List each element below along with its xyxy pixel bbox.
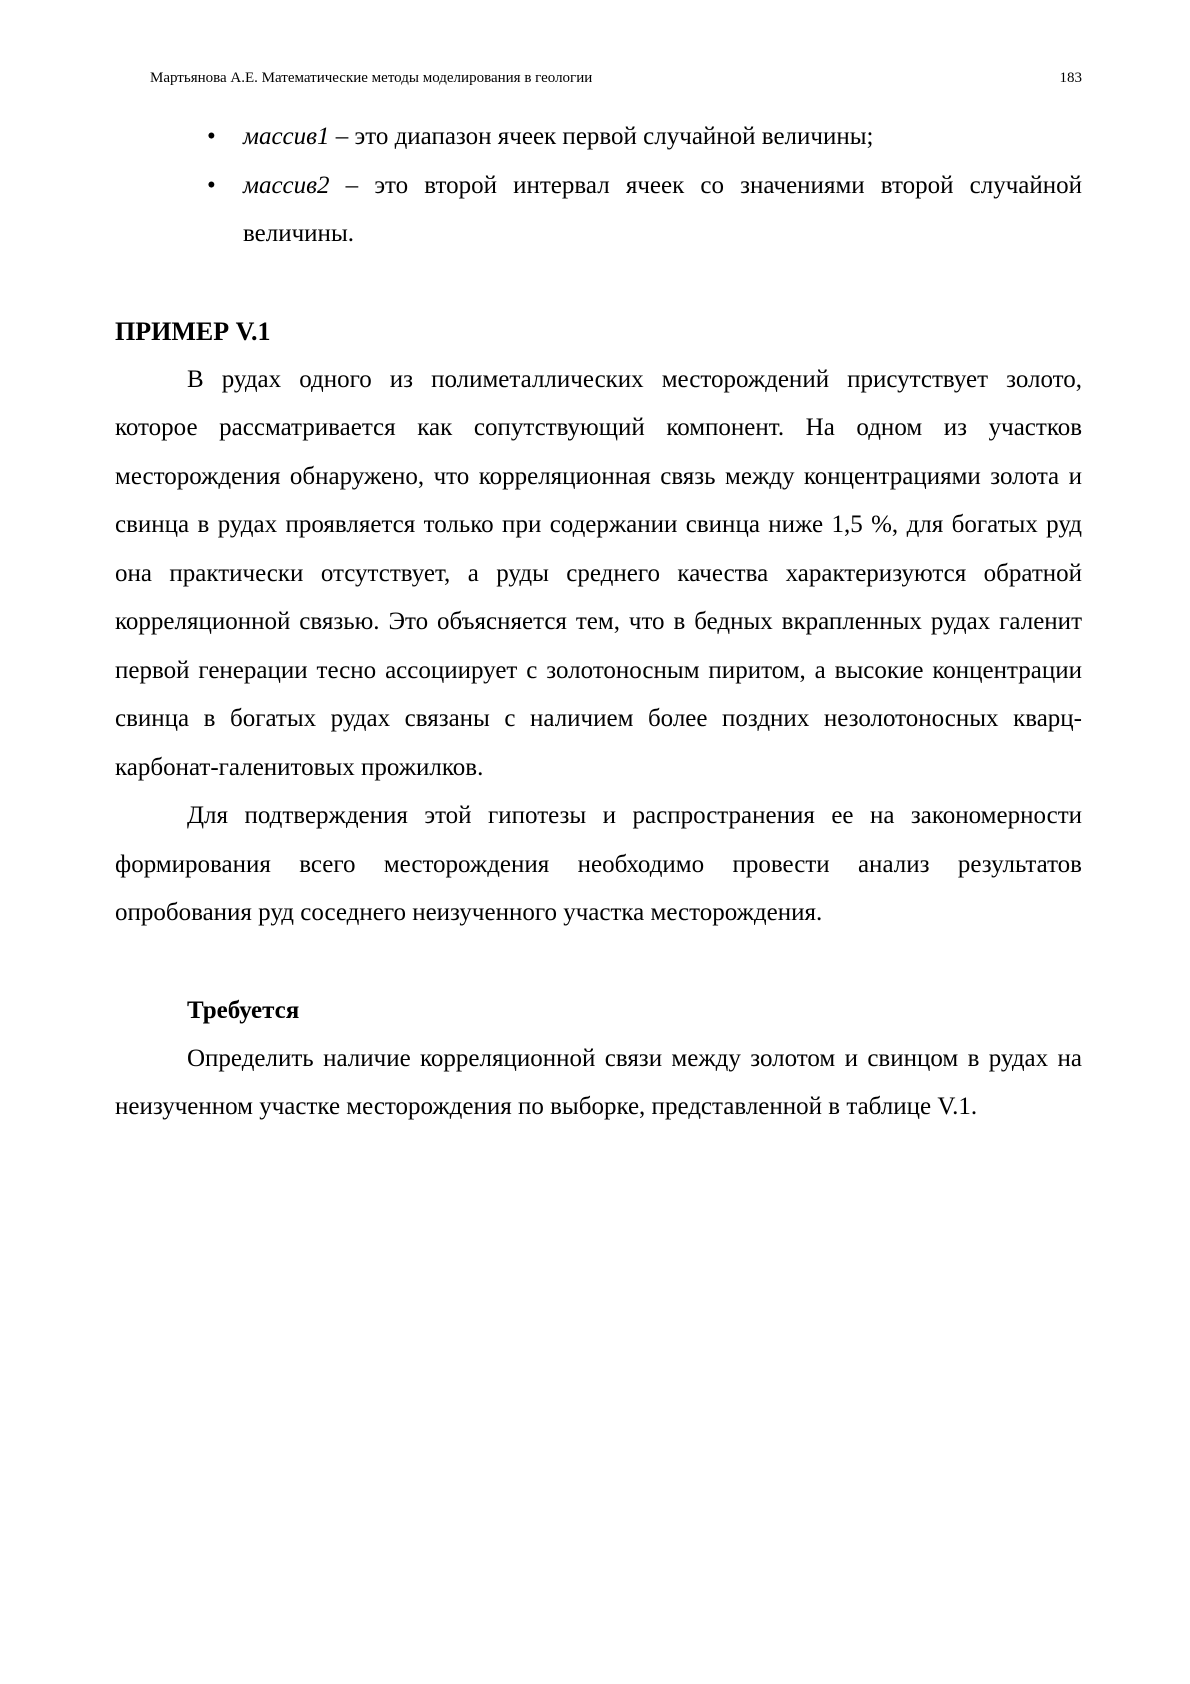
bullet-icon: •	[207, 171, 216, 199]
paragraph: Определить наличие корреляционной связи между золотом и свинцом в рудах на неизученном участке месторождения по выборке, представленной в таблице V.1.	[115, 1044, 1082, 1120]
paragraph: В рудах одного из полиметаллических месторождений присутствует золото, которое рассматривается как сопутствующий компонент. На одном из участков месторождения обнаружено, что корреляционная связь между концентрациями золота и свинца в рудах проявляется только при содержании свинца ниже 1,5 %, для богатых руд она практически отсутствует, а руды среднего качества характеризуются обратной корреляционной связью. Это объясняется тем, что в бедных вкрапленных рудах галенит первой генерации тесно ассоциирует с золотоносным пиритом, а высокие концентрации свинца в богатых рудах связаны с наличием более поздних незолотоносных кварц-карбонат-галенитовых прожилков.	[115, 365, 1082, 781]
bullet-icon: •	[207, 123, 216, 150]
list-item	[115, 162, 1082, 259]
list-item	[115, 113, 1082, 162]
term: массив2	[243, 171, 330, 199]
definition: – это второй интервал ячеек со значениями второй случайной величины.	[243, 171, 1082, 247]
page-body	[115, 113, 1082, 1132]
paragraph: Для подтверждения этой гипотезы и распространения ее на закономерности формирования всего месторождения необходимо провести анализ результатов опробования руд соседнего неизученного участка месторождения.	[115, 802, 1082, 926]
page-number: 183	[1059, 70, 1082, 86]
running-title: Мартьянова А.Е. Математические методы моделирования в геологии	[150, 70, 593, 86]
example-heading: ПРИМЕР V.1	[115, 316, 271, 346]
bullet-list	[115, 113, 1082, 259]
definition: – это диапазон ячеек первой случайной величины;	[329, 123, 874, 150]
required-heading: Требуется	[187, 996, 300, 1024]
term: массив1	[243, 123, 330, 150]
